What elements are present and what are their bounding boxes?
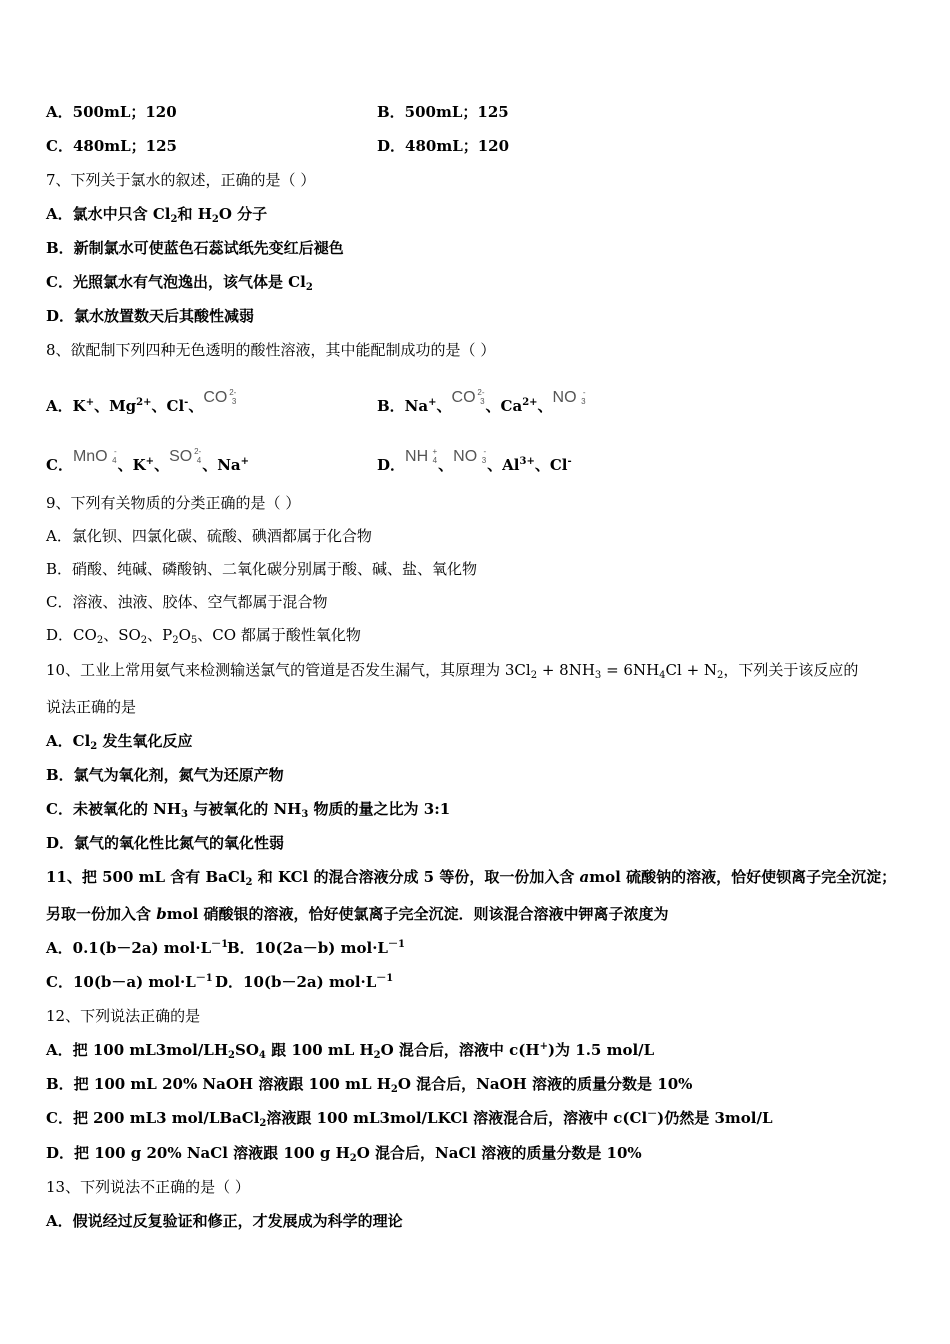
q7-stem: 7、下列关于氯水的叙述，正确的是（ ） [46,171,316,189]
q12-option-c: C．把 200 mL3 mol/LBaCl$_2$溶液跟 100 mL3mol/LKCl 溶液混合后，溶液中 c(Cl－)仍然是 3mol/L [46,1109,773,1129]
q7-option-d: D．氯水放置数天后其酸性减弱 [46,307,255,325]
q12-option-d: D．把 100 g 20% NaCl 溶液跟 100 g $H_2O$ 混合后，NaCl 溶液的质量分数是 10% [46,1144,642,1164]
q9-option-c: C．溶液、浊液、胶体、空气都属于混合物 [46,593,328,611]
q6-option-c: C．480mL；125 [46,137,177,155]
q8-stem: 8、欲配制下列四种无色透明的酸性溶液，其中能配制成功的是（ ） [46,341,496,359]
q10-stem: 10、工业上常用氨气来检测输送氯气的管道是否发生漏气，其原理为 $3Cl_2 + 8NH_3 = 6NH_4Cl + N_2$，下列关于该反应的 [46,661,859,681]
nitrate-ion: NO - 3 [552,388,586,406]
carbonate-ion: CO 2- 3 [451,388,485,406]
sulfate-ion: SO 2- 4 [169,447,202,465]
q11-option-b: B．10(2a－b) $mol\cdot L^{-1}$ [227,939,405,957]
q10-option-a: A．$Cl_2$ 发生氧化反应 [46,732,193,752]
q6-option-a: A．500mL；120 [46,103,177,121]
q10-stem-line2: 说法正确的是 [46,698,137,716]
q13-option-a: A．假说经过反复验证和修正，才发展成为科学的理论 [46,1212,403,1230]
q7-option-a: A．氯水中只含 $Cl_2$和 $H_2O$ 分子 [46,205,268,225]
q11-stem-line2: 另取一份加入含 bmol 硝酸银的溶液，恰好使氯离子完全沉淀．则该混合溶液中钾离子浓度为 [46,905,669,923]
q8-option-d: D．NH + 4 、NO - 3 、$Al^{3+}$、Cl- [377,447,572,474]
q7-option-c: C．光照氯水有气泡逸出，该气体是 $Cl_2$ [46,273,313,293]
q10-option-d: D．氯气的氧化性比氮气的氧化性弱 [46,834,285,852]
permanganate-ion: MnO - 4 [72,447,117,465]
q11-option-a: A．0.1(b－2a) $mol\cdot L^{-1}$ [46,939,229,957]
q6-option-b: B．500mL；125 [377,103,509,121]
q13-stem: 13、下列说法不正确的是（ ） [46,1178,250,1196]
q6-option-d: D．480mL；120 [377,137,510,155]
q12-option-b: B．把 100 mL 20% NaOH 溶液跟 100 mL $H_2O$ 混合后，NaOH 溶液的质量分数是 10% [46,1075,693,1095]
ammonium-ion: NH + 4 [405,447,438,465]
q10-option-c: C．未被氧化的 $NH_3$ 与被氧化的 $NH_3$ 物质的量之比为 3:1 [46,800,451,820]
carbonate-ion: CO 2- 3 [203,388,237,406]
q9-option-a: A．氯化钡、四氯化碳、硫酸、碘酒都属于化合物 [46,527,372,545]
q7-option-b: B．新制氯水可使蓝色石蕊试纸先变红后褪色 [46,239,344,257]
nitrate-ion: NO - 3 [453,447,487,465]
q8-option-a: A．K+、$Mg^{2+}$、Cl-、CO 2- 3 [46,388,237,415]
q10-option-b: B．氯气为氧化剂，氮气为还原产物 [46,766,284,784]
q12-stem: 12、下列说法正确的是 [46,1007,201,1025]
q8-option-b: B．Na+、CO 2- 3 、$Ca^{2+}$、NO - 3 [377,388,586,415]
q9-option-b: B．硝酸、纯碱、磷酸钠、二氧化碳分别属于酸、碱、盐、氧化物 [46,560,478,578]
q11-option-d: D．10(b－2a) $mol\cdot L^{-1}$ [215,973,394,991]
q11-option-c: C．10(b－a) $mol\cdot L^{-1}$ [46,973,213,991]
q9-stem: 9、下列有关物质的分类正确的是（ ） [46,494,301,512]
q9-option-d: D．$CO_2$、$SO_2$、$P_2O_5$、CO 都属于酸性氧化物 [46,626,361,646]
q11-stem: 11、把 500 mL 含有 BaCl$_2$ 和 KCl 的混合溶液分成 5 等份，取一份加入含 amol 硫酸钠的溶液，恰好使钡离子完全沉淀； [46,868,897,888]
q8-option-c: C．MnO - 4 、K+、SO 2- 4 、Na+ [46,447,250,474]
q12-option-a: A．把 100 $mL3mol/LH_2SO_4$ 跟 100 mL $H_2O$ 混合后，溶液中 c(H+)为 1.5 mol/L [46,1041,655,1061]
